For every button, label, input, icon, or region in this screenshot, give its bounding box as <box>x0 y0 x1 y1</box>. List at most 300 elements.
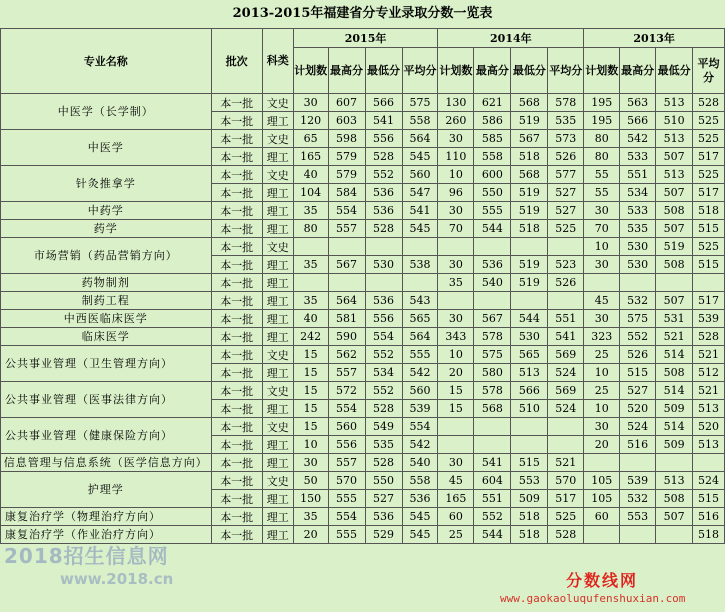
score-cell: 565 <box>511 346 548 364</box>
table-row <box>1 508 725 526</box>
table-row <box>1 166 725 184</box>
score-cell: 564 <box>402 328 438 346</box>
score-cell: 507 <box>656 508 693 526</box>
score-cell: 524 <box>548 364 584 382</box>
score-cell: 15 <box>293 400 328 418</box>
batch-cell: 本一批 <box>211 490 262 508</box>
score-cell <box>693 454 725 472</box>
major-name-cell: 信息管理与信息系统（医学信息方向） <box>1 454 212 472</box>
score-cell: 10 <box>438 346 474 364</box>
score-cell <box>656 274 693 292</box>
score-cell <box>474 436 511 454</box>
score-cell: 567 <box>474 310 511 328</box>
score-cell: 104 <box>293 184 328 202</box>
score-cell: 60 <box>438 508 474 526</box>
column-header: 最低分 <box>365 48 402 94</box>
score-cell: 30 <box>293 454 328 472</box>
score-cell: 549 <box>365 418 402 436</box>
score-cell: 80 <box>584 148 620 166</box>
score-cell: 524 <box>620 418 656 436</box>
score-cell: 527 <box>620 382 656 400</box>
score-cell: 528 <box>365 400 402 418</box>
score-cell: 10 <box>438 166 474 184</box>
score-cell: 550 <box>365 472 402 490</box>
score-cell: 600 <box>474 166 511 184</box>
score-cell: 60 <box>584 508 620 526</box>
subject-cell: 理工 <box>262 328 293 346</box>
score-cell: 547 <box>402 184 438 202</box>
score-cell: 35 <box>293 508 328 526</box>
score-cell: 521 <box>656 328 693 346</box>
batch-cell: 本一批 <box>211 310 262 328</box>
score-cell: 573 <box>548 130 584 148</box>
score-cell: 30 <box>438 454 474 472</box>
score-cell: 15 <box>293 418 328 436</box>
score-cell: 531 <box>656 310 693 328</box>
score-cell: 30 <box>438 202 474 220</box>
score-cell: 30 <box>584 418 620 436</box>
score-cell: 508 <box>656 202 693 220</box>
score-cell: 604 <box>474 472 511 490</box>
score-cell: 518 <box>511 526 548 544</box>
major-name-cell: 临床医学 <box>1 328 212 346</box>
score-cell: 30 <box>584 202 620 220</box>
column-header: 计划数 <box>438 48 474 94</box>
score-cell: 530 <box>511 328 548 346</box>
score-cell <box>584 454 620 472</box>
score-cell: 513 <box>656 472 693 490</box>
score-cell: 517 <box>693 148 725 166</box>
major-header: 专业名称 <box>1 29 212 94</box>
score-cell <box>438 436 474 454</box>
score-cell: 540 <box>402 454 438 472</box>
subject-cell: 文史 <box>262 382 293 400</box>
major-name-cell: 康复治疗学（作业治疗方向） <box>1 526 212 544</box>
score-cell: 545 <box>402 148 438 166</box>
column-header: 最低分 <box>511 48 548 94</box>
score-cell: 545 <box>402 220 438 238</box>
score-cell <box>402 238 438 256</box>
score-cell: 577 <box>548 166 584 184</box>
score-cell: 513 <box>656 130 693 148</box>
score-cell: 581 <box>328 310 365 328</box>
score-cell: 30 <box>584 310 620 328</box>
score-cell: 514 <box>656 382 693 400</box>
score-cell: 554 <box>365 328 402 346</box>
score-cell: 15 <box>293 346 328 364</box>
score-cell: 513 <box>656 166 693 184</box>
score-cell: 542 <box>402 364 438 382</box>
year-header-2014: 2014年 <box>438 29 584 48</box>
score-cell: 518 <box>511 220 548 238</box>
subject-cell: 理工 <box>262 220 293 238</box>
score-cell: 575 <box>620 310 656 328</box>
column-header: 最高分 <box>620 48 656 94</box>
score-cell: 526 <box>620 346 656 364</box>
score-cell: 105 <box>584 490 620 508</box>
page-title: 2013-2015年福建省分专业录取分数一览表 <box>0 0 725 28</box>
score-cell: 552 <box>620 328 656 346</box>
major-name-cell: 市场营销（药品营销方向） <box>1 238 212 274</box>
score-cell: 569 <box>548 346 584 364</box>
table-row <box>1 526 725 544</box>
score-cell: 528 <box>548 526 584 544</box>
score-cell: 621 <box>474 94 511 112</box>
score-cell: 260 <box>438 112 474 130</box>
score-cell: 519 <box>511 184 548 202</box>
score-cell: 532 <box>620 292 656 310</box>
score-cell: 558 <box>474 148 511 166</box>
score-cell <box>438 292 474 310</box>
score-cell: 515 <box>693 220 725 238</box>
subject-cell: 理工 <box>262 202 293 220</box>
subject-cell: 理工 <box>262 256 293 274</box>
table-body <box>1 94 725 544</box>
score-cell: 570 <box>328 472 365 490</box>
score-cell <box>620 526 656 544</box>
table-row <box>1 94 725 112</box>
watermark-logo: 2018招生信息网 <box>4 544 169 568</box>
score-cell: 516 <box>620 436 656 454</box>
score-table <box>0 28 725 544</box>
batch-cell: 本一批 <box>211 472 262 490</box>
table-row <box>1 310 725 328</box>
score-cell: 550 <box>474 184 511 202</box>
subject-cell: 理工 <box>262 292 293 310</box>
score-cell: 534 <box>620 184 656 202</box>
score-cell <box>693 274 725 292</box>
score-cell: 572 <box>328 382 365 400</box>
score-cell: 580 <box>474 364 511 382</box>
score-cell: 524 <box>693 472 725 490</box>
batch-cell: 本一批 <box>211 256 262 274</box>
table-row <box>1 220 725 238</box>
score-cell: 536 <box>365 184 402 202</box>
score-cell: 40 <box>293 310 328 328</box>
score-cell: 566 <box>620 112 656 130</box>
score-cell: 554 <box>328 508 365 526</box>
score-cell: 553 <box>511 472 548 490</box>
column-header: 平均分 <box>693 48 725 94</box>
major-name-cell: 制药工程 <box>1 292 212 310</box>
score-cell: 578 <box>474 382 511 400</box>
table-row <box>1 328 725 346</box>
score-cell: 568 <box>511 166 548 184</box>
score-cell: 509 <box>511 490 548 508</box>
score-cell: 541 <box>548 328 584 346</box>
score-cell: 30 <box>584 256 620 274</box>
score-cell: 530 <box>620 238 656 256</box>
score-cell: 35 <box>293 202 328 220</box>
batch-header: 批次 <box>211 29 262 94</box>
batch-cell: 本一批 <box>211 382 262 400</box>
score-cell: 556 <box>328 436 365 454</box>
score-cell: 570 <box>548 472 584 490</box>
score-cell: 586 <box>474 112 511 130</box>
score-cell: 578 <box>474 328 511 346</box>
score-cell <box>402 274 438 292</box>
batch-cell: 本一批 <box>211 130 262 148</box>
column-header: 计划数 <box>584 48 620 94</box>
batch-cell: 本一批 <box>211 238 262 256</box>
score-cell: 551 <box>548 310 584 328</box>
score-cell: 560 <box>402 166 438 184</box>
table-row <box>1 382 725 400</box>
score-cell: 519 <box>511 256 548 274</box>
score-cell: 575 <box>474 346 511 364</box>
score-cell: 540 <box>474 274 511 292</box>
batch-cell: 本一批 <box>211 508 262 526</box>
subject-cell: 文史 <box>262 346 293 364</box>
score-cell: 25 <box>438 526 474 544</box>
score-cell <box>474 238 511 256</box>
score-cell: 525 <box>548 508 584 526</box>
score-cell: 20 <box>293 526 328 544</box>
subject-cell: 理工 <box>262 400 293 418</box>
score-cell: 554 <box>402 418 438 436</box>
score-cell <box>548 436 584 454</box>
score-cell <box>328 274 365 292</box>
major-name-cell: 针灸推拿学 <box>1 166 212 202</box>
score-cell <box>656 526 693 544</box>
batch-cell: 本一批 <box>211 166 262 184</box>
table-row <box>1 274 725 292</box>
table-row <box>1 202 725 220</box>
watermark-site-name: 分数线网 <box>566 571 639 590</box>
score-cell: 569 <box>548 382 584 400</box>
table-row <box>1 454 725 472</box>
year-header-2013: 2013年 <box>584 29 725 48</box>
score-cell: 15 <box>438 400 474 418</box>
score-cell: 513 <box>656 94 693 112</box>
score-cell: 520 <box>620 400 656 418</box>
score-cell: 515 <box>693 490 725 508</box>
score-cell: 508 <box>656 256 693 274</box>
score-cell: 557 <box>328 454 365 472</box>
batch-cell: 本一批 <box>211 112 262 130</box>
subject-cell: 文史 <box>262 472 293 490</box>
subject-cell: 文史 <box>262 418 293 436</box>
score-cell: 529 <box>365 526 402 544</box>
score-cell: 575 <box>402 94 438 112</box>
score-cell: 15 <box>293 364 328 382</box>
batch-cell: 本一批 <box>211 94 262 112</box>
score-cell: 519 <box>656 238 693 256</box>
score-cell: 510 <box>656 112 693 130</box>
score-cell: 80 <box>293 220 328 238</box>
score-cell: 603 <box>328 112 365 130</box>
score-cell: 557 <box>328 364 365 382</box>
score-cell <box>620 274 656 292</box>
score-cell: 195 <box>584 112 620 130</box>
score-cell: 598 <box>328 130 365 148</box>
score-cell: 105 <box>584 472 620 490</box>
subject-cell: 理工 <box>262 184 293 202</box>
score-cell: 70 <box>438 220 474 238</box>
score-cell: 527 <box>548 184 584 202</box>
table-row <box>1 472 725 490</box>
table-row <box>1 418 725 436</box>
column-header: 计划数 <box>293 48 328 94</box>
score-cell <box>293 238 328 256</box>
score-cell <box>328 238 365 256</box>
score-cell: 527 <box>365 490 402 508</box>
score-cell: 523 <box>548 256 584 274</box>
score-cell: 15 <box>293 382 328 400</box>
score-cell: 165 <box>438 490 474 508</box>
score-cell: 534 <box>365 364 402 382</box>
score-cell: 526 <box>548 274 584 292</box>
score-cell: 515 <box>693 256 725 274</box>
score-cell: 535 <box>548 112 584 130</box>
score-cell: 10 <box>584 364 620 382</box>
score-cell: 25 <box>584 382 620 400</box>
score-cell: 544 <box>474 220 511 238</box>
score-cell: 545 <box>402 526 438 544</box>
score-cell: 519 <box>511 274 548 292</box>
score-cell <box>511 292 548 310</box>
score-cell: 10 <box>584 400 620 418</box>
score-cell: 555 <box>328 490 365 508</box>
score-cell: 521 <box>693 346 725 364</box>
score-cell: 525 <box>693 166 725 184</box>
major-name-cell: 中医学（长学制） <box>1 94 212 130</box>
score-cell: 517 <box>693 292 725 310</box>
major-name-cell: 药学 <box>1 220 212 238</box>
score-cell: 25 <box>584 346 620 364</box>
score-cell: 80 <box>584 130 620 148</box>
score-cell: 566 <box>365 94 402 112</box>
batch-cell: 本一批 <box>211 328 262 346</box>
score-cell: 536 <box>365 508 402 526</box>
score-cell: 528 <box>365 454 402 472</box>
score-cell: 509 <box>656 400 693 418</box>
score-cell: 554 <box>328 202 365 220</box>
score-cell: 541 <box>402 202 438 220</box>
score-cell: 521 <box>693 382 725 400</box>
score-cell: 525 <box>548 220 584 238</box>
major-name-cell: 公共事业管理（健康保险方向） <box>1 418 212 454</box>
table-row <box>1 238 725 256</box>
year-header-2015: 2015年 <box>293 29 438 48</box>
batch-cell: 本一批 <box>211 274 262 292</box>
score-cell: 564 <box>402 130 438 148</box>
subject-cell: 理工 <box>262 310 293 328</box>
score-cell: 35 <box>293 292 328 310</box>
score-cell <box>438 418 474 436</box>
batch-cell: 本一批 <box>211 436 262 454</box>
subject-cell: 理工 <box>262 526 293 544</box>
score-cell: 528 <box>693 94 725 112</box>
score-cell: 553 <box>620 508 656 526</box>
score-cell: 120 <box>293 112 328 130</box>
score-cell: 195 <box>584 94 620 112</box>
subject-cell: 理工 <box>262 112 293 130</box>
score-cell: 20 <box>584 436 620 454</box>
score-cell: 513 <box>511 364 548 382</box>
score-cell: 10 <box>293 436 328 454</box>
score-cell: 514 <box>656 418 693 436</box>
major-name-cell: 公共事业管理（医事法律方向） <box>1 382 212 418</box>
score-cell: 556 <box>365 130 402 148</box>
score-cell: 544 <box>511 310 548 328</box>
score-cell: 130 <box>438 94 474 112</box>
score-cell <box>474 418 511 436</box>
score-cell: 555 <box>474 202 511 220</box>
score-cell: 533 <box>620 148 656 166</box>
subject-cell: 理工 <box>262 454 293 472</box>
subject-cell: 文史 <box>262 166 293 184</box>
major-name-cell: 中药学 <box>1 202 212 220</box>
score-cell: 543 <box>402 292 438 310</box>
table-row <box>1 292 725 310</box>
score-cell: 552 <box>474 508 511 526</box>
subject-cell: 理工 <box>262 274 293 292</box>
score-cell: 590 <box>328 328 365 346</box>
score-cell: 530 <box>365 256 402 274</box>
score-cell: 525 <box>693 112 725 130</box>
batch-cell: 本一批 <box>211 454 262 472</box>
score-cell: 110 <box>438 148 474 166</box>
score-cell: 535 <box>365 436 402 454</box>
score-cell: 508 <box>656 490 693 508</box>
score-cell: 556 <box>365 310 402 328</box>
score-cell: 517 <box>693 184 725 202</box>
column-header: 最高分 <box>328 48 365 94</box>
score-cell <box>365 238 402 256</box>
score-cell: 563 <box>620 94 656 112</box>
score-cell: 607 <box>328 94 365 112</box>
score-cell: 35 <box>438 274 474 292</box>
column-header: 平均分 <box>548 48 584 94</box>
column-header: 最低分 <box>656 48 693 94</box>
major-name-cell: 公共事业管理（卫生管理方向） <box>1 346 212 382</box>
score-cell <box>365 274 402 292</box>
batch-cell: 本一批 <box>211 148 262 166</box>
subject-header: 科类 <box>262 29 293 94</box>
subject-cell: 理工 <box>262 490 293 508</box>
score-cell: 242 <box>293 328 328 346</box>
score-cell: 536 <box>365 202 402 220</box>
subject-cell: 理工 <box>262 148 293 166</box>
score-cell: 525 <box>693 130 725 148</box>
major-name-cell: 中西医临床医学 <box>1 310 212 328</box>
score-cell <box>511 418 548 436</box>
score-cell <box>474 292 511 310</box>
subject-cell: 文史 <box>262 94 293 112</box>
score-cell: 539 <box>693 310 725 328</box>
score-cell: 536 <box>365 292 402 310</box>
score-cell: 525 <box>693 238 725 256</box>
batch-cell: 本一批 <box>211 526 262 544</box>
score-cell: 528 <box>365 220 402 238</box>
score-cell: 30 <box>438 256 474 274</box>
score-cell: 507 <box>656 148 693 166</box>
score-cell: 45 <box>438 472 474 490</box>
score-cell: 532 <box>620 490 656 508</box>
major-name-cell: 药物制剂 <box>1 274 212 292</box>
score-cell: 516 <box>693 508 725 526</box>
score-cell: 555 <box>328 526 365 544</box>
score-cell: 518 <box>693 526 725 544</box>
score-cell <box>293 274 328 292</box>
score-cell: 558 <box>402 112 438 130</box>
score-cell: 560 <box>328 418 365 436</box>
score-cell: 585 <box>474 130 511 148</box>
score-cell: 528 <box>365 148 402 166</box>
batch-cell: 本一批 <box>211 418 262 436</box>
score-cell: 530 <box>620 256 656 274</box>
